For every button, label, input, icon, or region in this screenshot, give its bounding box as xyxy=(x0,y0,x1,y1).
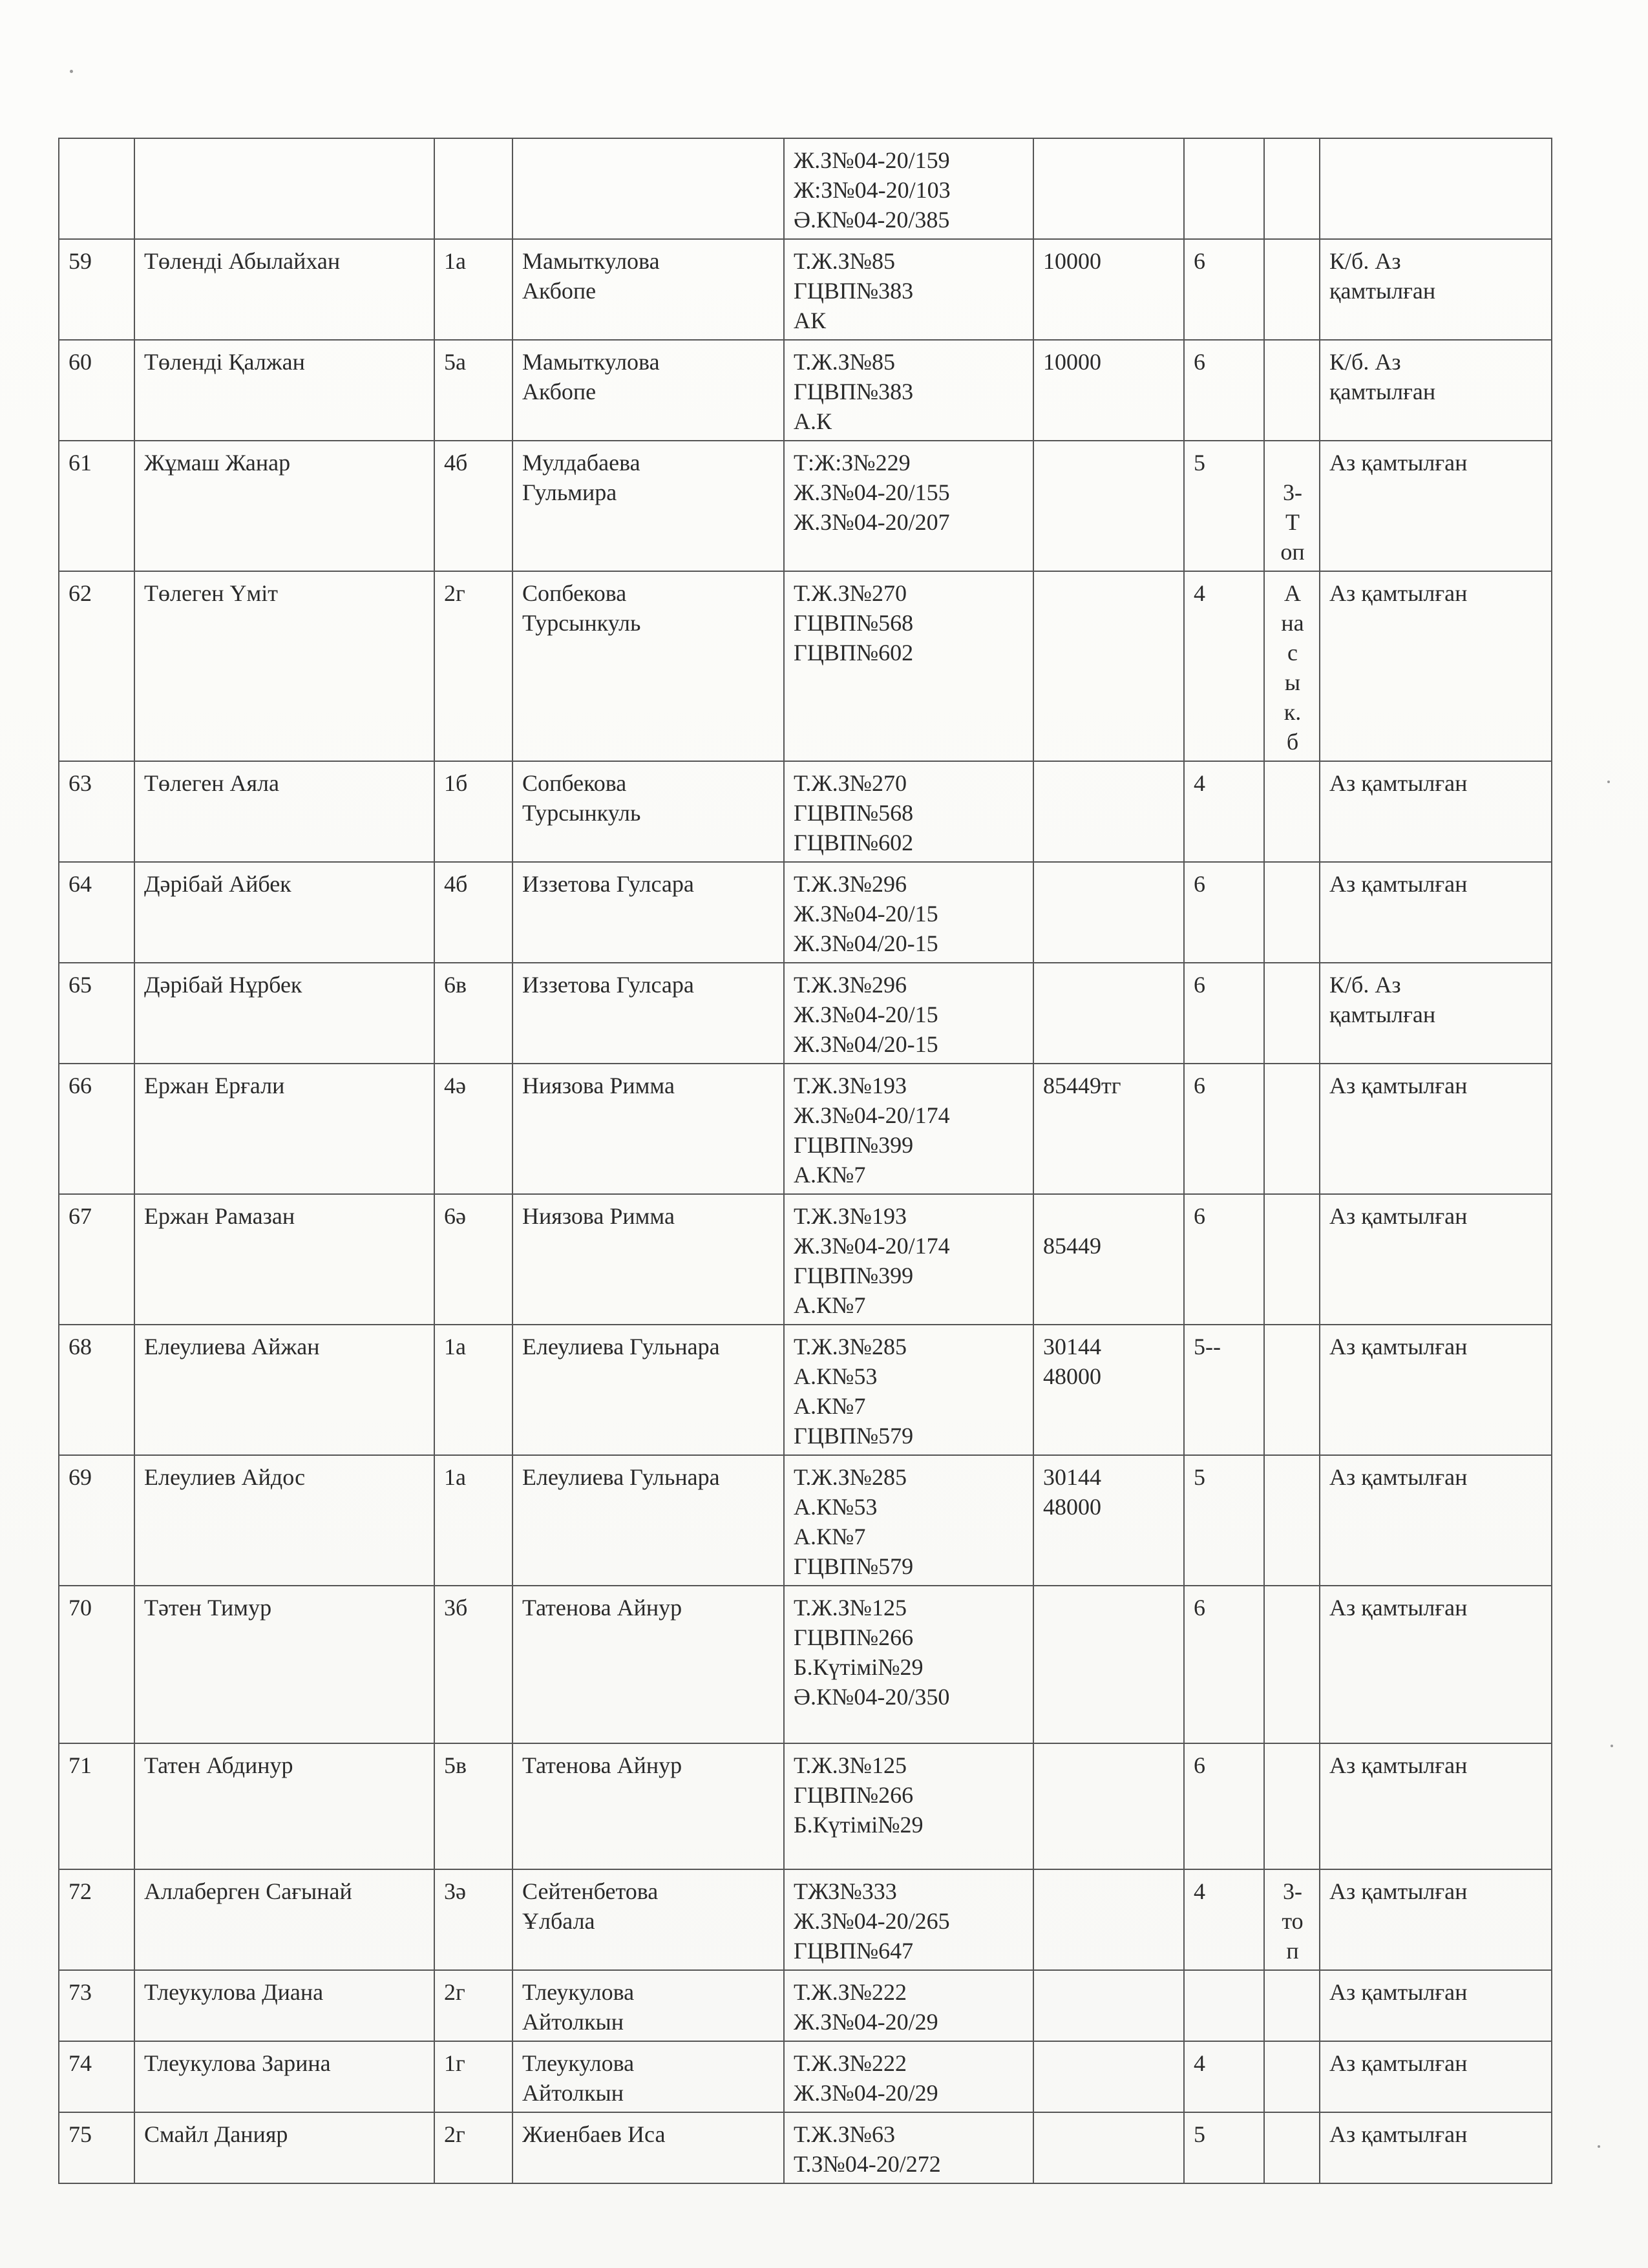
status-cell: Аз қамтылған xyxy=(1320,1194,1552,1325)
student-name-cell: Дәрібай Нұрбек xyxy=(134,963,434,1064)
student-name-cell xyxy=(134,138,434,239)
group-cell xyxy=(1264,1970,1320,2041)
amount-cell xyxy=(1033,862,1184,963)
row-number-cell: 68 xyxy=(59,1325,134,1455)
scan-speck xyxy=(1611,1745,1613,1747)
status-cell: Аз қамтылған xyxy=(1320,1970,1552,2041)
amount-cell xyxy=(1033,1743,1184,1869)
status-cell: Аз қамтылған xyxy=(1320,2041,1552,2112)
status-cell: Аз қамтылған xyxy=(1320,571,1552,761)
group-cell xyxy=(1264,1455,1320,1586)
row-number-cell: 69 xyxy=(59,1455,134,1586)
grade-cell: 6ә xyxy=(434,1194,512,1325)
parent-name-cell: Сопбекова Турсынкуль xyxy=(512,761,784,862)
row-number-cell: 67 xyxy=(59,1194,134,1325)
grade-cell: 5в xyxy=(434,1743,512,1869)
group-cell: 3- Т оп xyxy=(1264,441,1320,571)
student-name-cell: Елеулиев Айдос xyxy=(134,1455,434,1586)
parent-name-cell: Сейтенбетова Ұлбала xyxy=(512,1869,784,1970)
documents-cell: Т.Ж.З№296 Ж.З№04-20/15 Ж.З№04/20-15 xyxy=(784,963,1033,1064)
documents-cell: Т.Ж.З№63 Т.З№04-20/272 xyxy=(784,2112,1033,2183)
family-count-cell: 6 xyxy=(1184,340,1264,441)
amount-cell xyxy=(1033,2112,1184,2183)
grade-cell: 1а xyxy=(434,1455,512,1586)
group-cell xyxy=(1264,761,1320,862)
table-row xyxy=(59,1869,1552,1970)
group-cell xyxy=(1264,1194,1320,1325)
family-count-cell: 5 xyxy=(1184,1455,1264,1586)
table-row xyxy=(59,138,1552,239)
table-row xyxy=(59,340,1552,441)
parent-name-cell xyxy=(512,138,784,239)
row-number-cell: 65 xyxy=(59,963,134,1064)
family-count-cell xyxy=(1184,138,1264,239)
student-name-cell: Тлеукулова Зарина xyxy=(134,2041,434,2112)
status-cell: Аз қамтылған xyxy=(1320,441,1552,571)
grade-cell: 2г xyxy=(434,2112,512,2183)
grade-cell: 4ә xyxy=(434,1064,512,1194)
row-number-cell: 71 xyxy=(59,1743,134,1869)
status-cell: Аз қамтылған xyxy=(1320,2112,1552,2183)
amount-cell: 30144 48000 xyxy=(1033,1325,1184,1455)
amount-cell xyxy=(1033,963,1184,1064)
group-cell xyxy=(1264,138,1320,239)
grade-cell: 1г xyxy=(434,2041,512,2112)
amount-cell xyxy=(1033,1970,1184,2041)
documents-cell: Т.Ж.З№222 Ж.З№04-20/29 xyxy=(784,1970,1033,2041)
group-cell xyxy=(1264,2112,1320,2183)
row-number-cell: 70 xyxy=(59,1586,134,1743)
student-name-cell: Ержан Рамазан xyxy=(134,1194,434,1325)
student-name-cell: Төлеген Аяла xyxy=(134,761,434,862)
status-cell: Аз қамтылған xyxy=(1320,1325,1552,1455)
amount-cell: 10000 xyxy=(1033,340,1184,441)
scan-speck xyxy=(1607,781,1610,783)
amount-cell: 85449тг xyxy=(1033,1064,1184,1194)
row-number-cell: 73 xyxy=(59,1970,134,2041)
student-name-cell: Дәрібай Айбек xyxy=(134,862,434,963)
table-row xyxy=(59,1455,1552,1586)
row-number-cell: 66 xyxy=(59,1064,134,1194)
family-count-cell: 4 xyxy=(1184,2041,1264,2112)
documents-cell: Т.Ж.З№285 А.К№53 А.К№7 ГЦВП№579 xyxy=(784,1455,1033,1586)
parent-name-cell: Жиенбаев Иса xyxy=(512,2112,784,2183)
parent-name-cell: Мамыткулова Акбопе xyxy=(512,340,784,441)
family-count-cell: 4 xyxy=(1184,761,1264,862)
table-row xyxy=(59,1064,1552,1194)
documents-cell: Т:Ж:З№229 Ж.З№04-20/155 Ж.З№04-20/207 xyxy=(784,441,1033,571)
table-row xyxy=(59,441,1552,571)
parent-name-cell: Иззетова Гулсара xyxy=(512,862,784,963)
group-cell xyxy=(1264,1743,1320,1869)
table-row xyxy=(59,2112,1552,2183)
parent-name-cell: Татенова Айнур xyxy=(512,1586,784,1743)
grade-cell: 1б xyxy=(434,761,512,862)
documents-cell: Т.Ж.З№125 ГЦВП№266 Б.Күтімі№29 Ә.К№04-20/350 xyxy=(784,1586,1033,1743)
table-row xyxy=(59,1970,1552,2041)
student-name-cell: Аллаберген Сағынай xyxy=(134,1869,434,1970)
student-name-cell: Тлеукулова Диана xyxy=(134,1970,434,2041)
row-number-cell: 74 xyxy=(59,2041,134,2112)
student-name-cell: Тәтен Тимур xyxy=(134,1586,434,1743)
amount-cell: 30144 48000 xyxy=(1033,1455,1184,1586)
parent-name-cell: Ниязова Римма xyxy=(512,1194,784,1325)
table-row xyxy=(59,1325,1552,1455)
row-number-cell: 63 xyxy=(59,761,134,862)
family-count-cell xyxy=(1184,1970,1264,2041)
documents-cell: Т.Ж.З№125 ГЦВП№266 Б.Күтімі№29 xyxy=(784,1743,1033,1869)
group-cell xyxy=(1264,1325,1320,1455)
table-row xyxy=(59,239,1552,340)
group-cell xyxy=(1264,340,1320,441)
amount-cell xyxy=(1033,1586,1184,1743)
grade-cell: 4б xyxy=(434,862,512,963)
amount-cell: 85449 xyxy=(1033,1194,1184,1325)
group-cell xyxy=(1264,862,1320,963)
grade-cell xyxy=(434,138,512,239)
student-name-cell: Татен Абдинур xyxy=(134,1743,434,1869)
student-name-cell: Төленді Қалжан xyxy=(134,340,434,441)
family-count-cell: 6 xyxy=(1184,1064,1264,1194)
family-count-cell: 6 xyxy=(1184,1586,1264,1743)
group-cell: 3- то п xyxy=(1264,1869,1320,1970)
student-name-cell: Төленді Абылайхан xyxy=(134,239,434,340)
scan-speck xyxy=(70,70,73,73)
group-cell xyxy=(1264,239,1320,340)
family-count-cell: 5 xyxy=(1184,441,1264,571)
parent-name-cell: Тлеукулова Айтолкын xyxy=(512,2041,784,2112)
parent-name-cell: Иззетова Гулсара xyxy=(512,963,784,1064)
documents-cell: Т.Ж.З№285 А.К№53 А.К№7 ГЦВП№579 xyxy=(784,1325,1033,1455)
parent-name-cell: Тлеукулова Айтолкын xyxy=(512,1970,784,2041)
table-row xyxy=(59,1743,1552,1869)
family-count-cell: 4 xyxy=(1184,571,1264,761)
row-number-cell: 75 xyxy=(59,2112,134,2183)
documents-cell: Т.Ж.З№222 Ж.З№04-20/29 xyxy=(784,2041,1033,2112)
family-count-cell: 5 xyxy=(1184,2112,1264,2183)
status-cell: К/б. Аз қамтылған xyxy=(1320,340,1552,441)
status-cell xyxy=(1320,138,1552,239)
row-number-cell: 60 xyxy=(59,340,134,441)
amount-cell xyxy=(1033,138,1184,239)
group-cell: А на с ы к. б xyxy=(1264,571,1320,761)
documents-cell: Т.Ж.З№270 ГЦВП№568 ГЦВП№602 xyxy=(784,761,1033,862)
family-count-cell: 5-- xyxy=(1184,1325,1264,1455)
grade-cell: 3б xyxy=(434,1586,512,1743)
row-number-cell xyxy=(59,138,134,239)
documents-cell: ТЖЗ№333 Ж.З№04-20/265 ГЦВП№647 xyxy=(784,1869,1033,1970)
student-name-cell: Смайл Данияр xyxy=(134,2112,434,2183)
status-cell: К/б. Аз қамтылған xyxy=(1320,239,1552,340)
family-count-cell: 6 xyxy=(1184,963,1264,1064)
family-count-cell: 4 xyxy=(1184,1869,1264,1970)
row-number-cell: 62 xyxy=(59,571,134,761)
documents-cell: Т.Ж.З№193 Ж.З№04-20/174 ГЦВП№399 А.К№7 xyxy=(784,1194,1033,1325)
parent-name-cell: Елеулиева Гульнара xyxy=(512,1325,784,1455)
documents-cell: Т.Ж.З№270 ГЦВП№568 ГЦВП№602 xyxy=(784,571,1033,761)
group-cell xyxy=(1264,1064,1320,1194)
status-cell: Аз қамтылған xyxy=(1320,1064,1552,1194)
student-name-cell: Елеулиева Айжан xyxy=(134,1325,434,1455)
amount-cell xyxy=(1033,761,1184,862)
parent-name-cell: Мамыткулова Акбопе xyxy=(512,239,784,340)
student-name-cell: Ержан Ерғали xyxy=(134,1064,434,1194)
scan-speck xyxy=(1598,2145,1600,2148)
parent-name-cell: Ниязова Римма xyxy=(512,1064,784,1194)
amount-cell: 10000 xyxy=(1033,239,1184,340)
amount-cell xyxy=(1033,571,1184,761)
grade-cell: 1а xyxy=(434,1325,512,1455)
documents-cell: Т.Ж.З№193 Ж.З№04-20/174 ГЦВП№399 А.К№7 xyxy=(784,1064,1033,1194)
documents-cell: Т.Ж.З№85 ГЦВП№383 АК xyxy=(784,239,1033,340)
table-row xyxy=(59,963,1552,1064)
grade-cell: 3ә xyxy=(434,1869,512,1970)
table-row xyxy=(59,571,1552,761)
amount-cell xyxy=(1033,2041,1184,2112)
status-cell: К/б. Аз қамтылған xyxy=(1320,963,1552,1064)
amount-cell xyxy=(1033,1869,1184,1970)
grade-cell: 4б xyxy=(434,441,512,571)
row-number-cell: 72 xyxy=(59,1869,134,1970)
grade-cell: 2г xyxy=(434,571,512,761)
table-row xyxy=(59,862,1552,963)
grade-cell: 1а xyxy=(434,239,512,340)
grade-cell: 2г xyxy=(434,1970,512,2041)
grade-cell: 5а xyxy=(434,340,512,441)
parent-name-cell: Татенова Айнур xyxy=(512,1743,784,1869)
family-count-cell: 6 xyxy=(1184,1194,1264,1325)
group-cell xyxy=(1264,2041,1320,2112)
status-cell: Аз қамтылған xyxy=(1320,862,1552,963)
status-cell: Аз қамтылған xyxy=(1320,1869,1552,1970)
row-number-cell: 59 xyxy=(59,239,134,340)
status-cell: Аз қамтылған xyxy=(1320,1743,1552,1869)
table-row xyxy=(59,1194,1552,1325)
documents-cell: Т.Ж.З№296 Ж.З№04-20/15 Ж.З№04/20-15 xyxy=(784,862,1033,963)
student-roster-table xyxy=(58,138,1552,2184)
status-cell: Аз қамтылған xyxy=(1320,761,1552,862)
grade-cell: 6в xyxy=(434,963,512,1064)
documents-cell: Ж.З№04-20/159 Ж:З№04-20/103 Ә.К№04-20/385 xyxy=(784,138,1033,239)
parent-name-cell: Елеулиева Гульнара xyxy=(512,1455,784,1586)
table-row xyxy=(59,2041,1552,2112)
group-cell xyxy=(1264,1586,1320,1743)
row-number-cell: 64 xyxy=(59,862,134,963)
documents-cell: Т.Ж.З№85 ГЦВП№383 А.К xyxy=(784,340,1033,441)
status-cell: Аз қамтылған xyxy=(1320,1586,1552,1743)
table-row xyxy=(59,761,1552,862)
family-count-cell: 6 xyxy=(1184,239,1264,340)
roster-body xyxy=(59,138,1552,2183)
family-count-cell: 6 xyxy=(1184,1743,1264,1869)
row-number-cell: 61 xyxy=(59,441,134,571)
student-name-cell: Төлеген Үміт xyxy=(134,571,434,761)
student-name-cell: Жұмаш Жанар xyxy=(134,441,434,571)
parent-name-cell: Мулдабаева Гульмира xyxy=(512,441,784,571)
parent-name-cell: Сопбекова Турсынкуль xyxy=(512,571,784,761)
status-cell: Аз қамтылған xyxy=(1320,1455,1552,1586)
family-count-cell: 6 xyxy=(1184,862,1264,963)
table-row xyxy=(59,1586,1552,1743)
amount-cell xyxy=(1033,441,1184,571)
group-cell xyxy=(1264,963,1320,1064)
